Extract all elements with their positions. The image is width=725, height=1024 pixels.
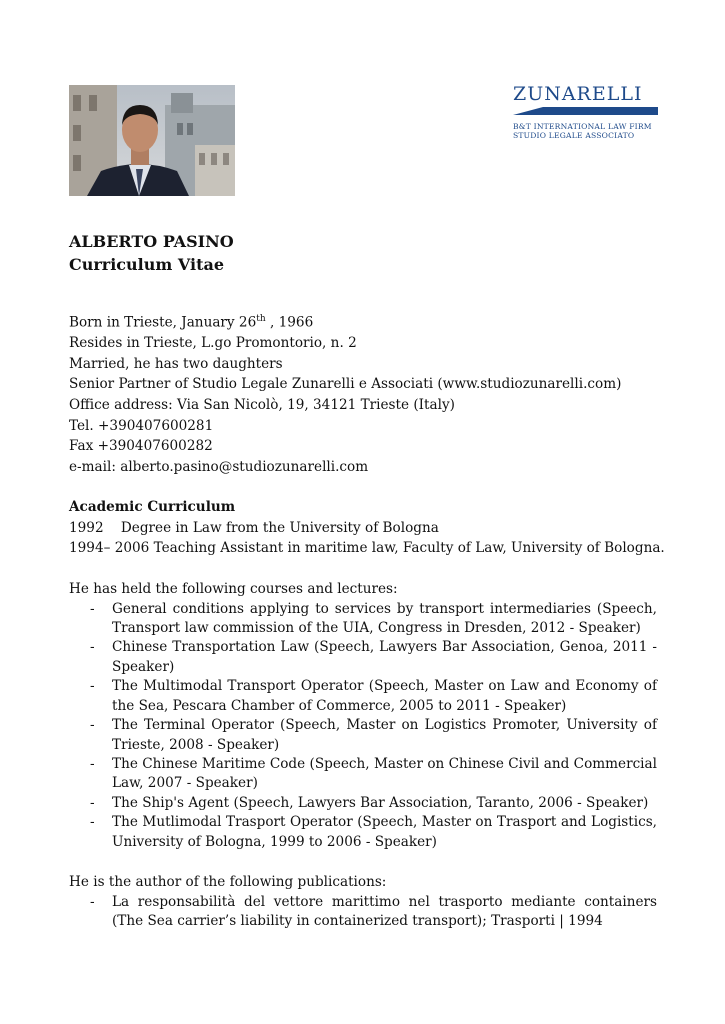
publications-list: [69, 893, 657, 932]
academic-section: [69, 497, 665, 559]
email-line: e-mail: alberto.pasino@studiozunarelli.com: [69, 458, 369, 475]
academic-item: 1992 Degree in Law from the University of Bologna: [69, 519, 439, 536]
office-line: Office address: Via San Nicolò, 19, 34121 Trieste (Italy): [69, 396, 455, 413]
firm-logo: [513, 84, 658, 140]
fax-line: Fax +390407600282: [69, 438, 213, 455]
tel-line: Tel. +390407600281: [69, 417, 214, 434]
logo-line2: STUDIO LEGALE ASSOCIATO: [513, 131, 635, 140]
list-item: - The Multimodal Transport Operator (Speech, Master on Law and Economy of the Sea, Pescara Chamber of Commerce, 2005 to 2011 - Speaker): [69, 677, 657, 716]
married-line: Married, he has two daughters: [69, 355, 283, 372]
cv-content: [69, 230, 665, 931]
personal-info: [69, 309, 657, 477]
logo-line1: B&T INTERNATIONAL LAW FIRM: [513, 122, 652, 131]
list-item: - General conditions applying to services by transport intermediaries (Speech, Transport law commission of the UIA, Congress in Dresden, 2012 - Speaker): [69, 600, 657, 639]
list-item: - The Terminal Operator (Speech, Master on Logistics Promoter, University of Trieste, 2008 - Speaker): [69, 716, 657, 755]
resides-line: Resides in Trieste, L.go Promontorio, n. 2: [69, 335, 357, 352]
publications-section: [69, 872, 657, 931]
academic-heading: Academic Curriculum: [69, 499, 236, 516]
partner-line: Senior Partner of Studio Legale Zunarelli e Associati (www.studiozunarelli.com): [69, 376, 622, 393]
publications-intro: He is the author of the following publications:: [69, 873, 387, 890]
document-subtitle: Curriculum Vitae: [69, 255, 225, 274]
list-item: - La responsabilità del vettore marittimo nel trasporto mediante containers (The Sea carrier’s liability in containerized transport); Trasporti | 1994: [69, 893, 657, 932]
courses-list: [69, 600, 657, 852]
list-item: - The Chinese Maritime Code (Speech, Master on Chinese Civil and Commercial Law, 2007 - Speaker): [69, 755, 657, 794]
list-item: - Chinese Transportation Law (Speech, Lawyers Bar Association, Genoa, 2011 - Speaker): [69, 638, 657, 677]
list-item: - The Mutlimodal Trasport Operator (Speech, Master on Trasport and Logistics, University of Bologna, 1999 to 2006 - Speaker): [69, 813, 657, 852]
logo-name: ZUNARELLI: [513, 83, 643, 105]
born-line: Born in Trieste, January 26th , 1966: [69, 314, 314, 331]
person-name: ALBERTO PASINO: [69, 232, 234, 251]
courses-intro: He has held the following courses and lectures:: [69, 581, 398, 598]
academic-item: 1994– 2006 Teaching Assistant in maritime law, Faculty of Law, University of Bologna.: [69, 540, 665, 557]
list-item: - The Ship's Agent (Speech, Lawyers Bar Association, Taranto, 2006 - Speaker): [69, 794, 657, 813]
courses-section: [69, 579, 657, 852]
logo-bar: [513, 107, 658, 115]
portrait-photo: [69, 85, 235, 196]
